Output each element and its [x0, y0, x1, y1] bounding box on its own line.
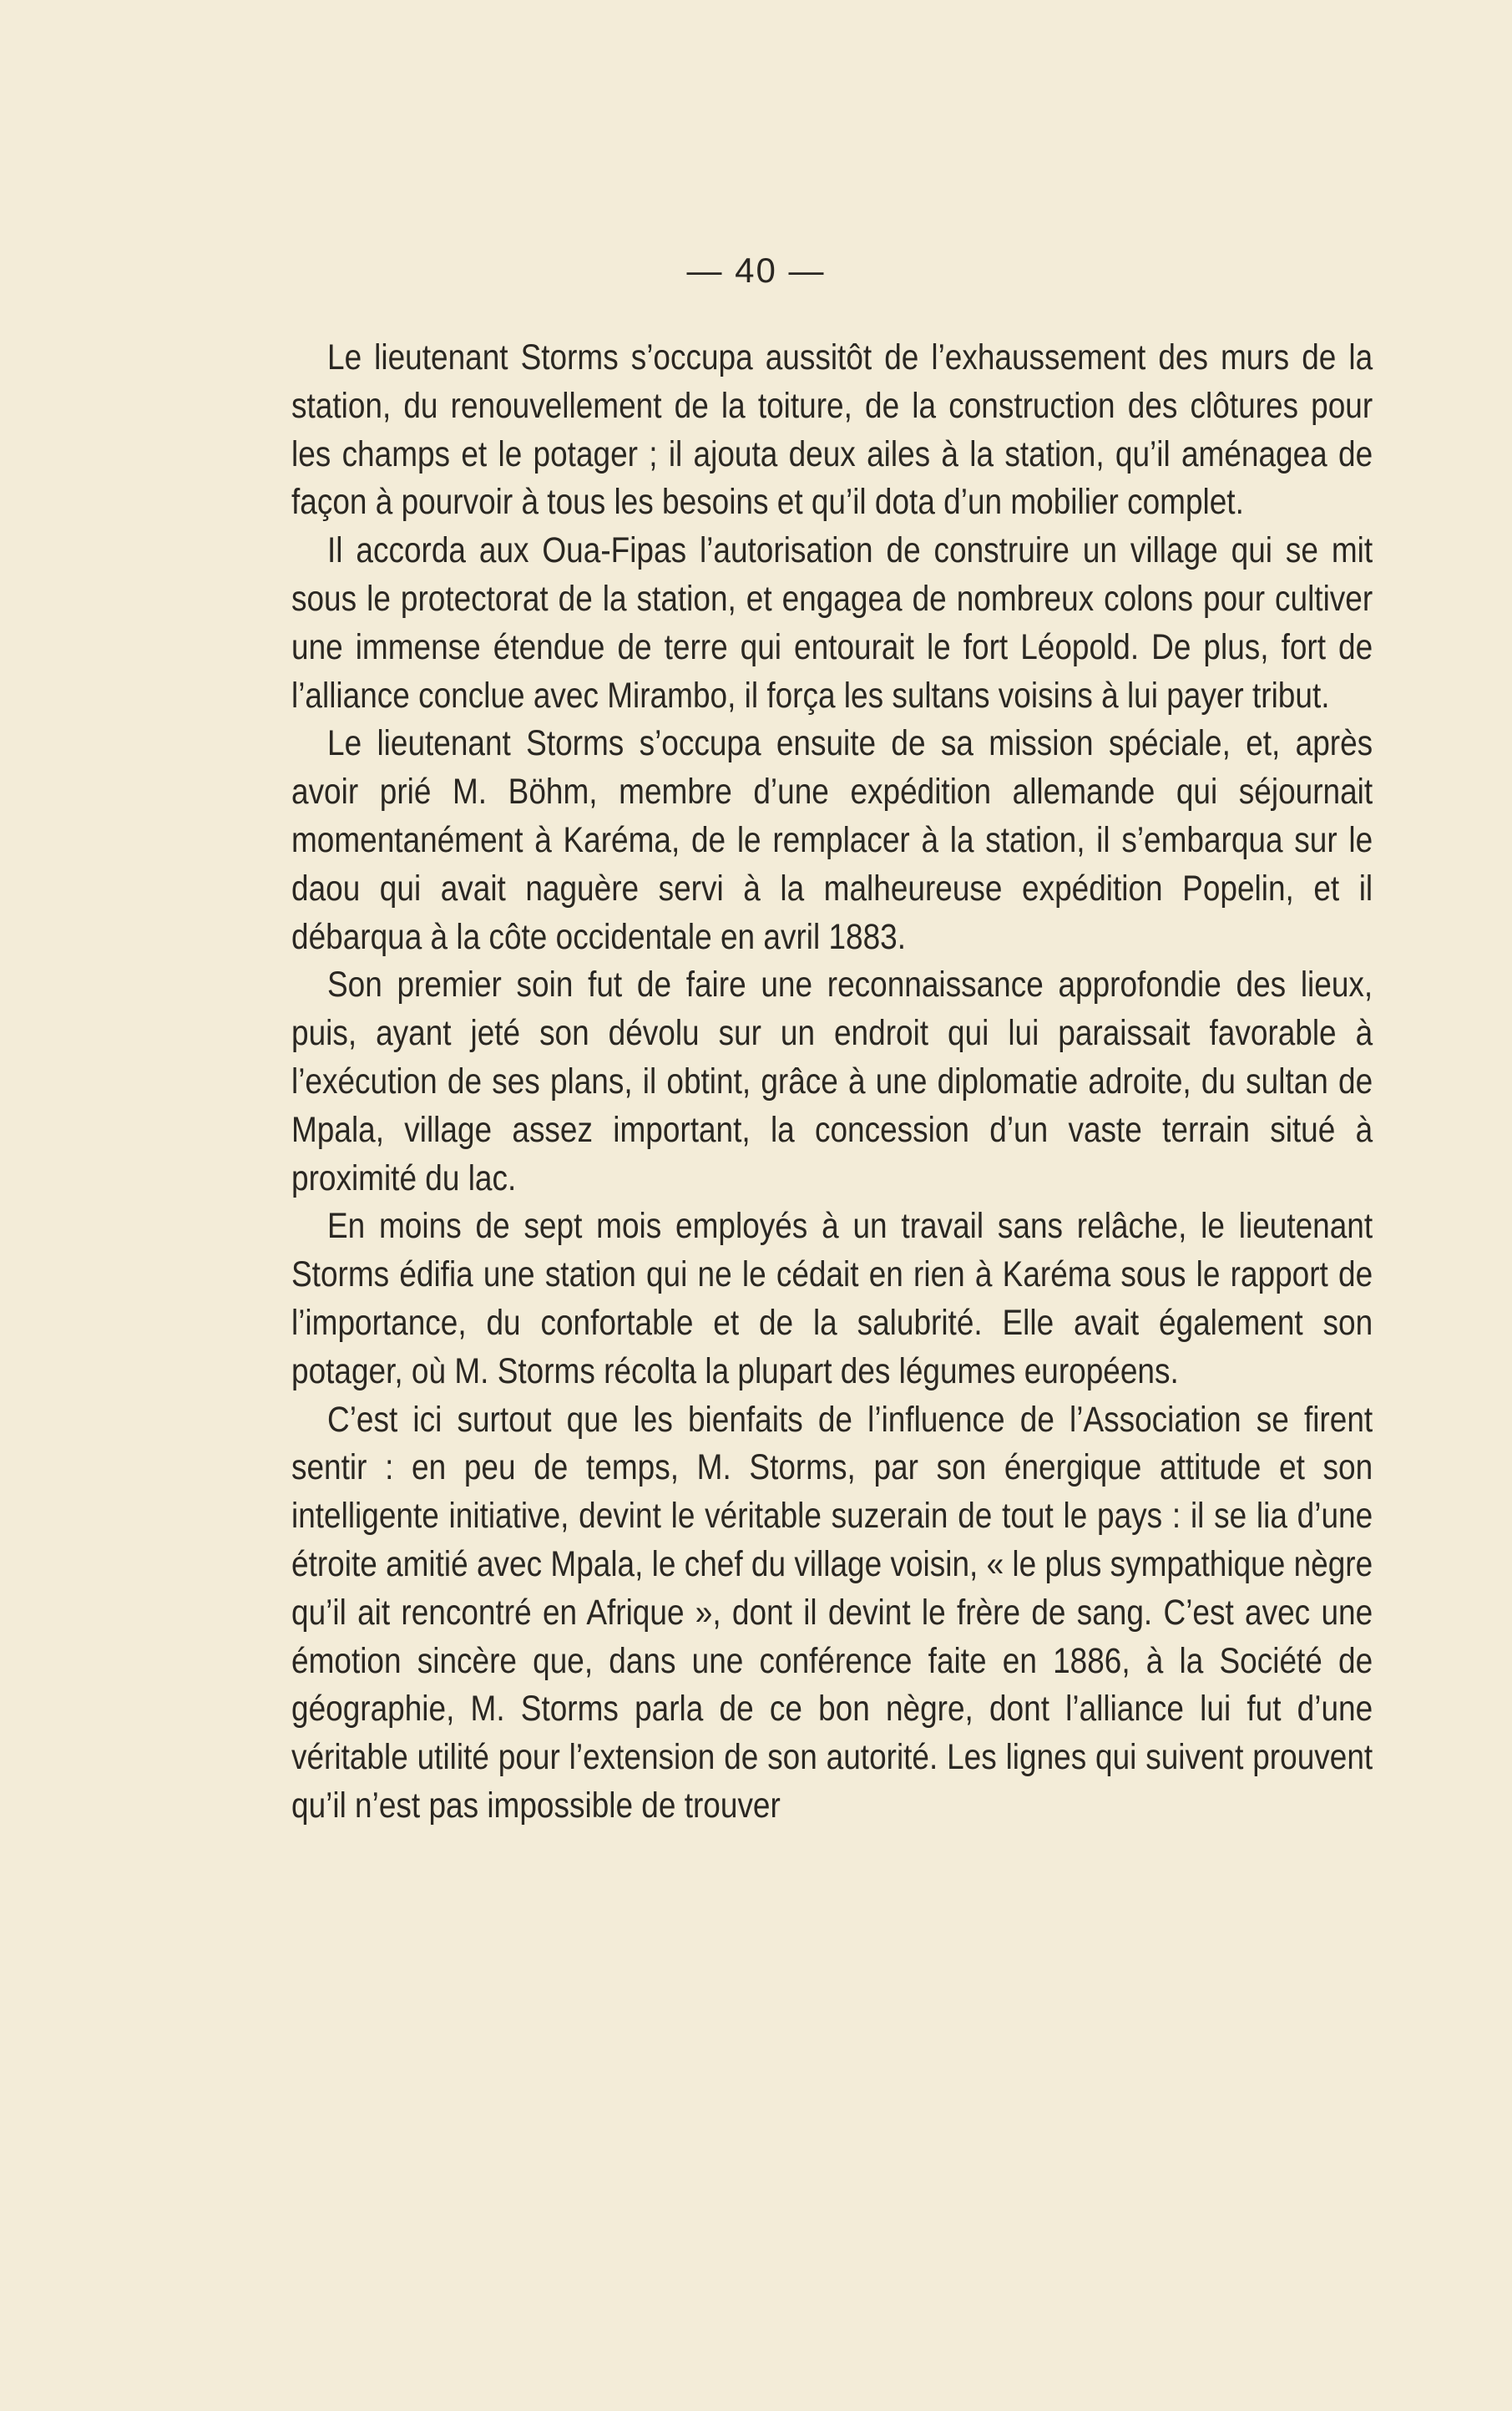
paragraph: Il accorda aux Oua-Fipas l’autorisation de construire un village qui se mit sous le protectorat de la station, et engagea de nombreux colons pour cultiver une immense étendue de terre qui entourait le fort Léopold. De plus, fort de l’alliance conclue avec Mirambo, il força les sultans voisins à lui payer tribut.: [291, 530, 1373, 716]
page-number: — 40 —: [686, 251, 826, 290]
paragraph: C’est ici surtout que les bienfaits de l’influence de l’Association se firent sentir : en peu de temps, M. Storms, par son énergique attitude et son intelligente initiative, devint le véritable suzerain de tout le pays : il se lia d’une étroite amitié avec Mpala, le chef du village voisin, « le plus sympathique nègre qu’il ait rencontré en Afrique », dont il devint le frère de sang. C’est avec une émotion sincère que, dans une conférence faite en 1886, à la Société de géographie, M. Storms parla de ce bon nègre, dont l’alliance lui fut d’une véritable utilité pour l’extension de son autorité. Les lignes qui suivent prouvent qu’il n’est pas impossible de trouver: [291, 1399, 1373, 1826]
paragraph: Le lieutenant Storms s’occupa aussitôt de l’exhaussement des murs de la station, du renouvellement de la toiture, de la construction des clôtures pour les champs et le potager ; il ajouta deux ailes à la station, qu’il aménagea de façon à pourvoir à tous les besoins et qu’il dota d’un mobilier complet.: [291, 337, 1373, 523]
paragraph: Le lieutenant Storms s’occupa ensuite de sa mission spéciale, et, après avoir prié M. Böhm, membre d’une expédition allemande qui séjournait momentanément à Karéma, de le remplacer à la station, il s’embarqua sur le daou qui avait naguère servi à la malheureuse expédition Popelin, et il débarqua à la côte occidentale en avril 1883.: [291, 723, 1373, 957]
paragraph: Son premier soin fut de faire une reconnaissance approfondie des lieux, puis, ayant jeté son dévolu sur un endroit qui lui paraissait favorable à l’exécution de ses plans, il obtint, grâce à une diplomatie adroite, du sultan de Mpala, village assez important, la concession d’un vaste terrain situé à proximité du lac.: [291, 965, 1373, 1198]
paragraph: En moins de sept mois employés à un travail sans relâche, le lieutenant Storms édifia une station qui ne le cédait en rien à Karéma sous le rapport de l’importance, du confortable et de la salubrité. Elle avait également son potager, où M. Storms récolta la plupart des légumes européens.: [291, 1206, 1373, 1391]
body-text: [291, 334, 1373, 1831]
